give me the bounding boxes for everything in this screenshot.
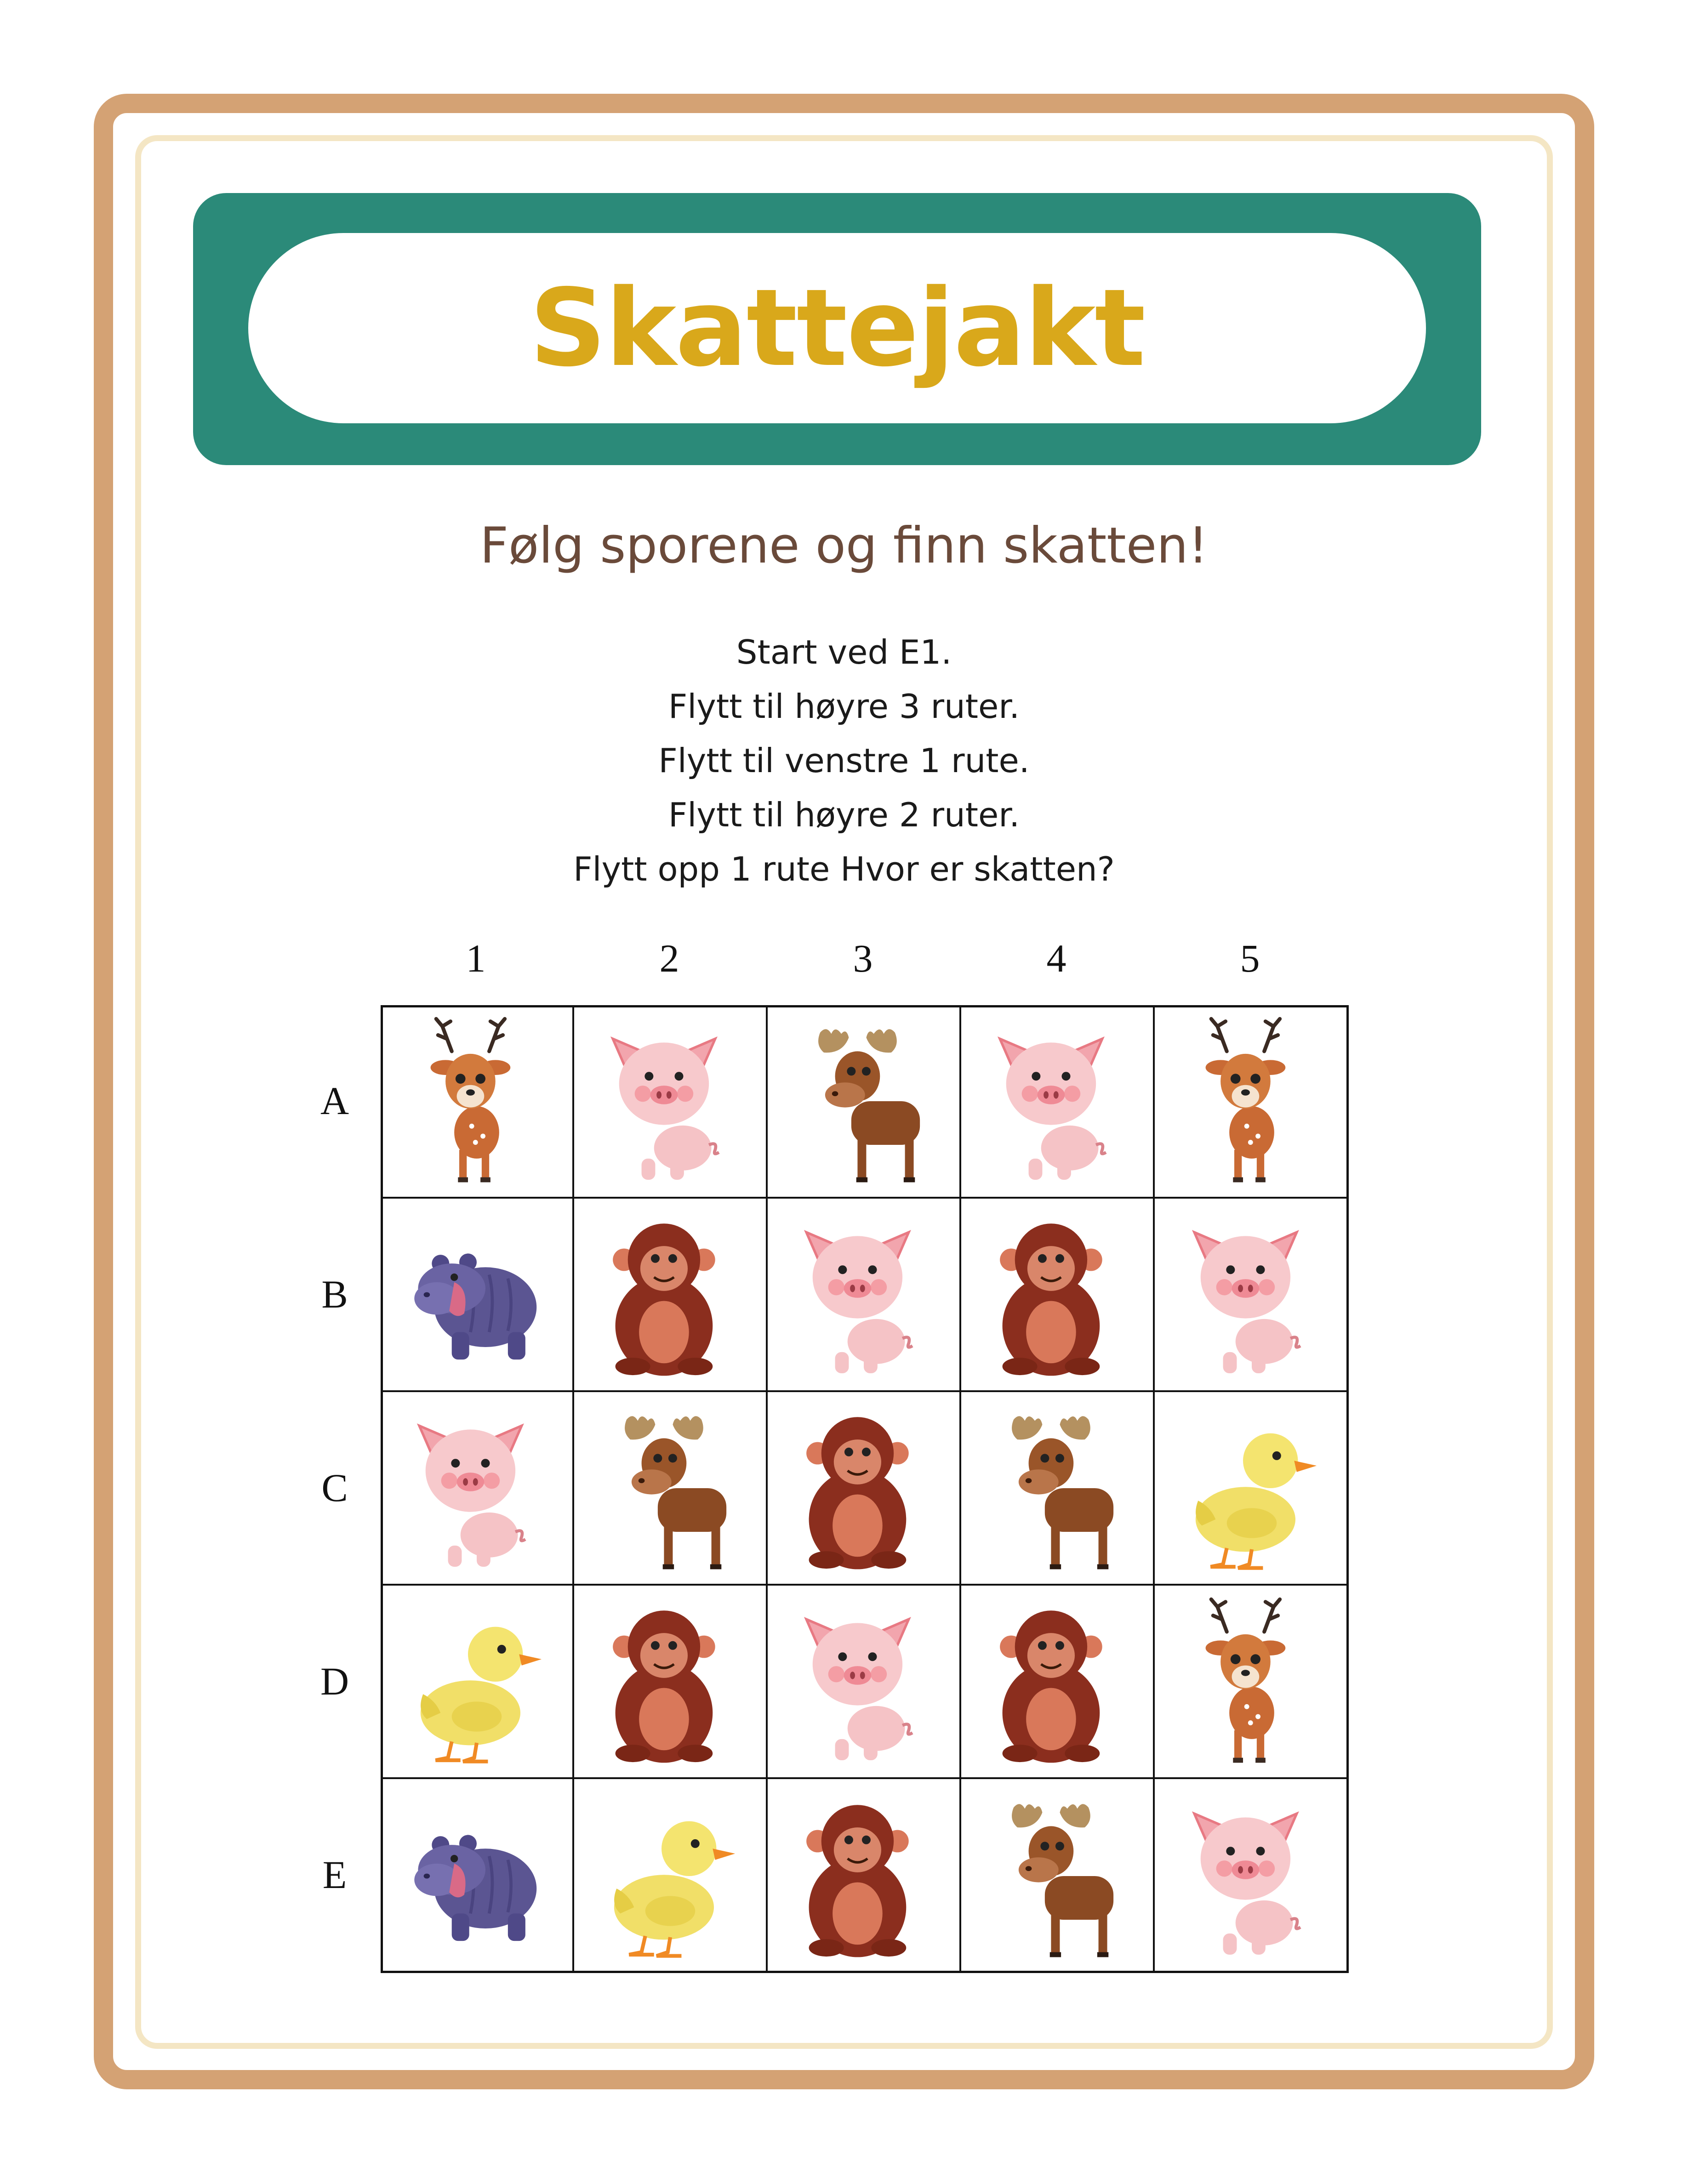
grid-cell-B4 [961, 1199, 1155, 1392]
grid-cell-A2 [574, 1005, 768, 1199]
monkey-icon [587, 1594, 753, 1769]
grid-cell-E3 [768, 1779, 961, 1973]
row-label: E [322, 1853, 347, 1897]
grid-cell-E1 [381, 1779, 574, 1973]
column-label: 4 [1046, 936, 1066, 980]
grid-cell-C1 [381, 1392, 574, 1586]
pig-icon [1169, 1789, 1334, 1963]
instructions [0, 625, 1688, 896]
instruction-line: Flytt til venstre 1 rute. [658, 741, 1030, 780]
grid-cell-D5 [1155, 1586, 1348, 1779]
monkey-icon [587, 1207, 753, 1382]
pig-icon [781, 1207, 947, 1382]
duck-icon [587, 1789, 753, 1963]
column-label: 2 [659, 936, 679, 980]
subtitle: Følg sporene og finn skatten! [480, 517, 1208, 574]
moose-icon [781, 1014, 947, 1189]
grid-cell-C4 [961, 1392, 1155, 1586]
grid-cell-C2 [574, 1392, 768, 1586]
instruction-line: Start ved E1. [736, 633, 952, 671]
grid-cell-E4 [961, 1779, 1155, 1973]
grid-cell-E5 [1155, 1779, 1348, 1973]
row-label: D [320, 1659, 349, 1703]
instruction-line: Flytt til høyre 2 ruter. [668, 796, 1020, 834]
hippo-icon [394, 1207, 559, 1382]
duck-icon [1169, 1401, 1334, 1575]
pig-icon [781, 1594, 947, 1769]
pig-icon [587, 1014, 753, 1189]
pig-icon [975, 1014, 1140, 1189]
deer-icon [1169, 1014, 1334, 1189]
deer-icon [1169, 1594, 1334, 1769]
instruction-line: Flytt til høyre 3 ruter. [668, 687, 1020, 726]
column-label: 1 [466, 936, 486, 980]
moose-icon [587, 1401, 753, 1575]
column-label: 3 [853, 936, 873, 980]
animal-grid [381, 1005, 1349, 1973]
grid-cell-B5 [1155, 1199, 1348, 1392]
row-label: A [320, 1079, 349, 1123]
grid-cell-A1 [381, 1005, 574, 1199]
grid-cell-C3 [768, 1392, 961, 1586]
hippo-icon [394, 1789, 559, 1963]
grid-cell-D1 [381, 1586, 574, 1779]
page-title: Skattejakt [529, 266, 1145, 390]
grid-cell-E2 [574, 1779, 768, 1973]
moose-icon [975, 1789, 1140, 1963]
grid-cell-A5 [1155, 1005, 1348, 1199]
pig-icon [1169, 1207, 1334, 1382]
column-label: 5 [1240, 936, 1260, 980]
instruction-line: Flytt opp 1 rute Hvor er skatten? [573, 850, 1115, 888]
grid-cell-D4 [961, 1586, 1155, 1779]
monkey-icon [975, 1594, 1140, 1769]
monkey-icon [975, 1207, 1140, 1382]
monkey-icon [781, 1789, 947, 1963]
monkey-icon [781, 1401, 947, 1575]
title-pill [248, 233, 1426, 423]
grid-cell-A4 [961, 1005, 1155, 1199]
grid-cell-B3 [768, 1199, 961, 1392]
deer-icon [394, 1014, 559, 1189]
grid-cell-C5 [1155, 1392, 1348, 1586]
grid-cell-B2 [574, 1199, 768, 1392]
grid-cell-D2 [574, 1586, 768, 1779]
row-label: C [321, 1466, 348, 1510]
row-label: B [321, 1272, 348, 1316]
grid-cell-A3 [768, 1005, 961, 1199]
moose-icon [975, 1401, 1140, 1575]
pig-icon [394, 1401, 559, 1575]
grid-cell-B1 [381, 1199, 574, 1392]
duck-icon [394, 1594, 559, 1769]
grid-cell-D3 [768, 1586, 961, 1779]
